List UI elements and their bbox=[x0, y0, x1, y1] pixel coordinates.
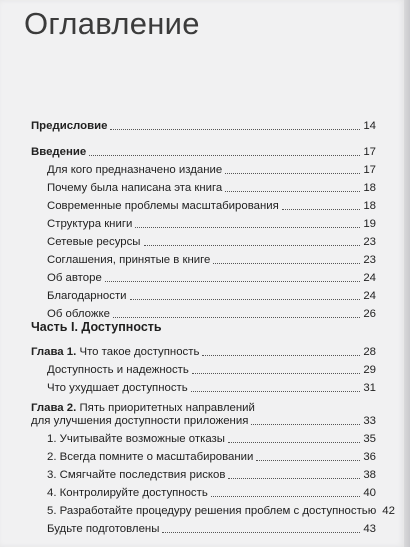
toc-chapter-label bbox=[31, 345, 199, 359]
toc-entry-label: Введение bbox=[31, 146, 87, 158]
leader-dots bbox=[282, 209, 361, 210]
toc-entry-label: Предисловие bbox=[31, 120, 108, 132]
toc-entry-label: Соглашения, принятые в книге bbox=[47, 254, 211, 266]
leader-dots bbox=[130, 299, 361, 300]
chapter-title: Что такое доступность bbox=[79, 346, 200, 358]
toc-entry-label: 5. Разработайте процедуру решения проблем с доступностью bbox=[47, 505, 377, 517]
toc-subentry bbox=[47, 486, 376, 500]
toc-chapter-2-first-line bbox=[31, 401, 255, 415]
toc-entry-page: 17 bbox=[363, 146, 376, 158]
leader-dots bbox=[256, 460, 360, 461]
toc-subentry bbox=[47, 522, 376, 536]
toc-entry-page: 38 bbox=[363, 469, 376, 481]
leader-dots bbox=[191, 391, 361, 392]
leader-dots bbox=[135, 227, 360, 228]
chapter-title-line1: Пять приоритетных направлений bbox=[79, 402, 255, 414]
toc-entry-page: 18 bbox=[363, 200, 376, 212]
toc-entry-label: Об авторе bbox=[47, 272, 102, 284]
leader-dots bbox=[113, 317, 360, 318]
toc-entry-label: Благодарности bbox=[47, 290, 127, 302]
toc-entry-label: Будьте подготовлены bbox=[47, 523, 160, 535]
toc-entry-page: 36 bbox=[363, 451, 376, 463]
toc-subentry bbox=[47, 271, 376, 285]
part-heading: Часть I. Доступность bbox=[31, 320, 162, 334]
leader-dots bbox=[162, 532, 360, 533]
toc-entry-label: 1. Учитывайте возможные отказы bbox=[47, 433, 225, 445]
leader-dots bbox=[228, 442, 360, 443]
leader-dots bbox=[225, 191, 360, 192]
toc-entry-preface bbox=[31, 119, 376, 133]
toc-subentry bbox=[47, 217, 376, 231]
leader-dots bbox=[213, 263, 360, 264]
toc-subentry bbox=[47, 163, 376, 177]
toc-entry-page: 14 bbox=[363, 120, 376, 132]
page-edge bbox=[404, 0, 410, 547]
toc-entry-page: 33 bbox=[363, 415, 376, 427]
toc-entry-page: 42 bbox=[382, 505, 395, 517]
leader-dots bbox=[105, 281, 361, 282]
leader-dots bbox=[192, 373, 361, 374]
toc-entry-page: 26 bbox=[363, 308, 376, 320]
toc-subentry bbox=[47, 381, 376, 395]
toc-subentry bbox=[47, 289, 376, 303]
toc-entry-label: Что ухудшает доступность bbox=[47, 382, 188, 394]
toc-entry-page: 23 bbox=[363, 254, 376, 266]
toc-subentry bbox=[47, 468, 376, 482]
toc-entry-page: 19 bbox=[363, 218, 376, 230]
toc-entry-page: 17 bbox=[363, 164, 376, 176]
leader-dots bbox=[251, 424, 360, 425]
toc-entry-label: Структура книги bbox=[47, 218, 133, 230]
toc-entry-introduction bbox=[31, 145, 376, 159]
toc-entry-page: 40 bbox=[363, 487, 376, 499]
toc-subentry bbox=[47, 450, 376, 464]
toc-entry-label: 4. Контролируйте доступность bbox=[47, 487, 208, 499]
chapter-prefix: Глава 1. bbox=[31, 346, 77, 358]
toc-entry-label: 2. Всегда помните о масштабировании bbox=[47, 451, 254, 463]
toc-entry-page: 24 bbox=[363, 272, 376, 284]
toc-entry-label: Доступность и надежность bbox=[47, 364, 189, 376]
toc-entry-page: 23 bbox=[363, 236, 376, 248]
toc-subentry bbox=[47, 307, 376, 321]
toc-subentry bbox=[47, 363, 376, 377]
toc-subentry bbox=[47, 181, 376, 195]
chapter-prefix: Глава 2. bbox=[31, 402, 77, 414]
toc-subentry bbox=[47, 253, 376, 267]
toc-entry-page: 24 bbox=[363, 290, 376, 302]
toc-entry-label: Почему была написана эта книга bbox=[47, 182, 223, 194]
toc-entry-page: 43 bbox=[363, 523, 376, 535]
toc-subentry bbox=[47, 199, 376, 213]
leader-dots bbox=[228, 478, 360, 479]
leader-dots bbox=[202, 355, 360, 356]
toc-entry-page: 29 bbox=[363, 364, 376, 376]
leader-dots bbox=[89, 155, 360, 156]
leader-dots bbox=[110, 129, 360, 130]
chapter-title-line2: для улучшения доступности приложения bbox=[31, 415, 249, 427]
toc-entry-label: Для кого предназначено издание bbox=[47, 164, 223, 176]
leader-dots bbox=[144, 245, 361, 246]
toc-entry-label: Современные проблемы масштабирования bbox=[47, 200, 279, 212]
toc-entry-label: 3. Смягчайте последствия рисков bbox=[47, 469, 226, 481]
toc-entry-page: 31 bbox=[363, 382, 376, 394]
toc-entry-page: 28 bbox=[363, 346, 376, 358]
toc-subentry bbox=[47, 432, 376, 446]
toc-chapter-2 bbox=[31, 414, 376, 428]
toc-chapter-1 bbox=[31, 345, 376, 359]
toc-entry-page: 18 bbox=[363, 182, 376, 194]
leader-dots bbox=[211, 496, 361, 497]
toc-entry-label: Об обложке bbox=[47, 308, 110, 320]
toc-subentry bbox=[47, 504, 395, 518]
toc-entry-page: 35 bbox=[363, 433, 376, 445]
toc-entry-label: Сетевые ресурсы bbox=[47, 236, 141, 248]
page-title: Оглавление bbox=[24, 6, 200, 41]
leader-dots bbox=[225, 173, 360, 174]
toc-subentry bbox=[47, 235, 376, 249]
